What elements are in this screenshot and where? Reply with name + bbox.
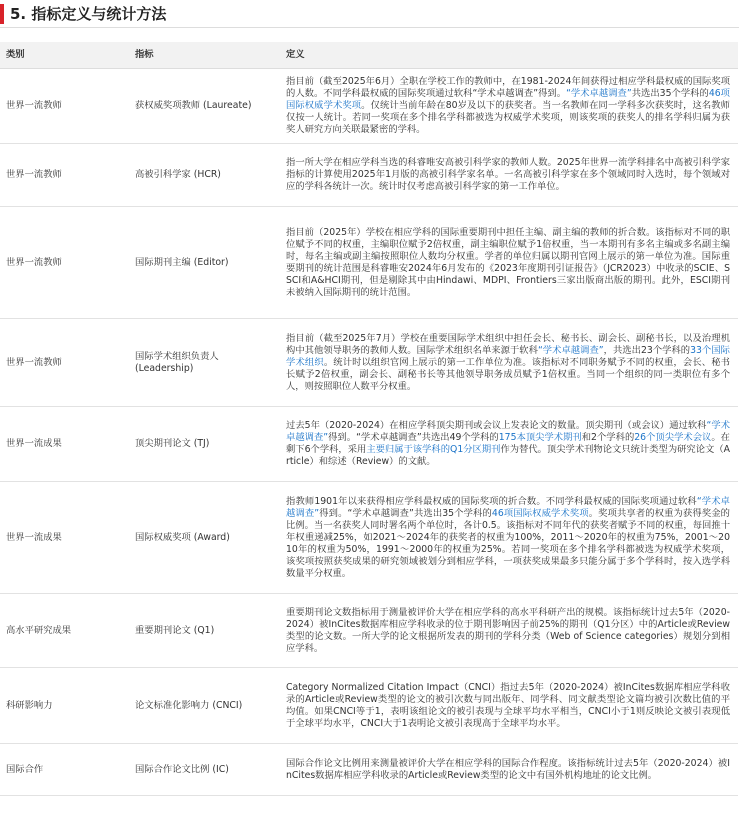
definition-text: 作为替代。顶尖学术刊物论文只统计类型为研究论文（Article）和综述（Review）的文献。: [286, 444, 730, 467]
definition-link[interactable]: “学术卓越调查”: [286, 495, 730, 519]
definition-text: ，共选出23个学科的: [603, 344, 691, 356]
definition-text: 指目前（截至2025年7月）学校在重要国际学术组织中担任会长、秘书长、副会长、副秘书长，以及治理机构中其他领导职务的教师人数。国际学术组织名单来源于软科: [286, 332, 730, 356]
definition-link[interactable]: 33个国际学术组织: [286, 344, 730, 368]
cell-indicator: 论文标准化影响力 (CNCI): [129, 668, 280, 744]
cell-definition: [280, 144, 738, 207]
definition-text: 指目前（截至2025年6月）全职在学校工作的教师中，在1981-2024年间获得过相应学科最权威的国际奖项的人数。不同学科最权威的国际奖项通过软科“学术卓越调查”得到。: [286, 76, 730, 99]
definition-text: 过去5年（2020-2024）在相应学科顶尖期刊或会议上发表论文的数量。顶尖期刊（或会议）通过软科: [286, 420, 707, 431]
definition-link[interactable]: “学术卓越调查”: [537, 344, 604, 356]
cell-indicator: 国际权威奖项 (Award): [129, 482, 280, 594]
cell-definition: [280, 207, 738, 319]
table-row: [0, 69, 738, 144]
table-row: [0, 207, 738, 319]
definition-text: Category Normalized Citation Impact（CNCI）指过去5年（2020-2024）被InCites数据库相应学科收录的Article或Review类型的论文的被引次数与同出版年、同学科、同文献类型论文篇均被引次数比值的平均值。如果CNCI等于1，表明该组论文的被引表现与全球平均水平相当，CNCI小于1则反映论文被引表现低于全球平均水平，CNCI大于1表明论文被引表现高于全球平均水平。: [286, 681, 730, 729]
definition-text: 。在剩下6个学科，采用: [286, 432, 730, 455]
cell-category: 世界一流教师: [0, 69, 129, 144]
cell-indicator: 高被引科学家 (HCR): [129, 144, 280, 207]
table-row: [0, 668, 738, 744]
cell-definition: [280, 69, 738, 144]
cell-indicator: 国际学术组织负责人 (Leadership): [129, 319, 280, 407]
cell-definition: [280, 407, 738, 482]
cell-definition: [280, 668, 738, 744]
definition-link[interactable]: “学术卓越调查”: [566, 88, 632, 99]
definition-text: 重要期刊论文数指标用于测量被评价大学在相应学科的高水平科研产出的规模。该指标统计过去5年（2020-2024）被InCites数据库相应学科收录的位于期刊影响因子前25%的期刊（Q1分区）中的Article或Review类型的论文数。一所大学的论文根据所发表的期刊的学科分类（Web of Science categories）规划分到相应学科。: [286, 606, 730, 654]
definition-text: 。仅统计当前年龄在80岁及以下的获奖者。当一名教师在同一学科多次获奖时，这名教师仅按一人统计。若同一奖项在多个排名学科都被选为权威学术奖项，则该奖项的获奖人的排名学科归属为获奖人研究方向关联最紧密的学科。: [286, 100, 730, 135]
header-category: 类别: [0, 42, 129, 69]
cell-definition: [280, 319, 738, 407]
definition-link[interactable]: 175本顶尖学术期刊: [498, 432, 582, 443]
definition-text: 和2个学科的: [581, 432, 635, 443]
definition-link[interactable]: “学术卓越调查”: [286, 420, 730, 443]
definition-text: 共选出35个学科的: [631, 88, 709, 99]
definition-text: 指教师1901年以来获得相应学科最权威的国际奖项的折合数。不同学科最权威的国际奖项通过软科: [286, 495, 697, 507]
header-indicator: 指标: [129, 42, 280, 69]
cell-category: 世界一流成果: [0, 407, 129, 482]
definition-text: 得到。“学术卓越调查”共选出49个学科的: [328, 432, 499, 443]
section-header: [0, 0, 739, 28]
definition-link[interactable]: 46项国际权威学术奖项: [286, 88, 730, 111]
cell-category: 世界一流教师: [0, 207, 129, 319]
definition-text: 。奖项共享者的权重为获得奖金的比例。当一名获奖人同时署名两个单位时，各计0.5。该指标对不同年代的获奖者赋予不同的权重，每回推十年权重递减25%，如2021～2024年的获奖者的权重为100%，2011～2020年的权重为75%，2001～2010年的权重为50%，1991～2000年的权重为25%。若同一奖项在多个排名学科都被选为权威学术奖项，该奖项按照获奖成果的研究领域被划分到相应学科，一项获奖成果最多只能分属于多个学科时，按入选学科数量平分权重。: [286, 507, 730, 579]
indicator-definition-table: [0, 42, 738, 796]
section-title: 5. 指标定义与统计方法: [10, 5, 167, 23]
cell-indicator: 国际合作论文比例 (IC): [129, 744, 280, 796]
cell-indicator: 重要期刊论文 (Q1): [129, 594, 280, 668]
cell-category: 国际合作: [0, 744, 129, 796]
definition-text: 国际合作论文比例用来测量被评价大学在相应学科的国际合作程度。该指标统计过去5年（2020-2024）被InCites数据库相应学科收录的Article或Review类型的论文中有国外机构地址的论文比例。: [286, 757, 730, 781]
cell-indicator: 获权威奖项教师 (Laureate): [129, 69, 280, 144]
definition-text: 指目前（2025年）学校在相应学科的国际重要期刊中担任主编、副主编的教师的折合数。该指标对不同的职位赋予不同的权重，主编职位赋予2倍权重，副主编职位赋予1倍权重，当一本期刊有多名主编或多名副主编时，每名主编或副主编按照职位人数均分权重。学者的单位归属以期刊官网上展示的第一单位为准。国际重要期刊的统计范围是科睿唯安2024年6月发布的《2023年度期刊引证报告》（JCR2023）中收录的SCIE、SSCI和A&HCI期刊，但是剔除其中由Hindawi、MDPI、Frontiers三家出版商出版的期刊。此外，ESCI期刊未被纳入国际期刊的统计范围。: [286, 226, 730, 298]
cell-indicator: 国际期刊主编 (Editor): [129, 207, 280, 319]
definition-link[interactable]: 26个顶尖学术会议: [634, 432, 712, 443]
cell-definition: [280, 482, 738, 594]
table-header-row: [0, 42, 738, 69]
table-row: [0, 744, 738, 796]
definition-text: 。统计时以组织官网上展示的第一工作单位为准。该指标对不同职务赋予不同的权重，会长、秘书长赋予2倍权重，副会长、副秘书长等其他领导职务成员赋予1倍权重。当同一个组织的同一类职位有多个人，则按照职位人数平分权重。: [286, 356, 730, 392]
cell-category: 世界一流教师: [0, 319, 129, 407]
table-row: [0, 482, 738, 594]
definition-link[interactable]: 主要归属于该学科的Q1分区期刊: [366, 444, 501, 455]
header-definition: 定义: [280, 42, 738, 69]
cell-indicator: 顶尖期刊论文 (TJ): [129, 407, 280, 482]
cell-category: 世界一流教师: [0, 144, 129, 207]
table-row: [0, 407, 738, 482]
table-row: [0, 319, 738, 407]
definition-link[interactable]: 46项国际权威学术奖项: [491, 507, 589, 519]
table-row: [0, 144, 738, 207]
table-row: [0, 594, 738, 668]
cell-definition: [280, 594, 738, 668]
cell-category: 世界一流成果: [0, 482, 129, 594]
cell-category: 高水平研究成果: [0, 594, 129, 668]
title-accent-bar: [0, 4, 4, 24]
cell-category: 科研影响力: [0, 668, 129, 744]
definition-text: 指一所大学在相应学科当选的科睿唯安高被引科学家的教师人数。2025年世界一流学科排名中高被引科学家指标的计算使用2025年1月版的高被引科学家名单。一名高被引科学家在多个领域同时入选时，每个领域对应的学科各统计一次。统计时仅考虑高被引科学家的第一工作单位。: [286, 157, 730, 192]
cell-definition: [280, 744, 738, 796]
definition-text: 得到。“学术卓越调查”共选出35个学科的: [319, 507, 492, 519]
